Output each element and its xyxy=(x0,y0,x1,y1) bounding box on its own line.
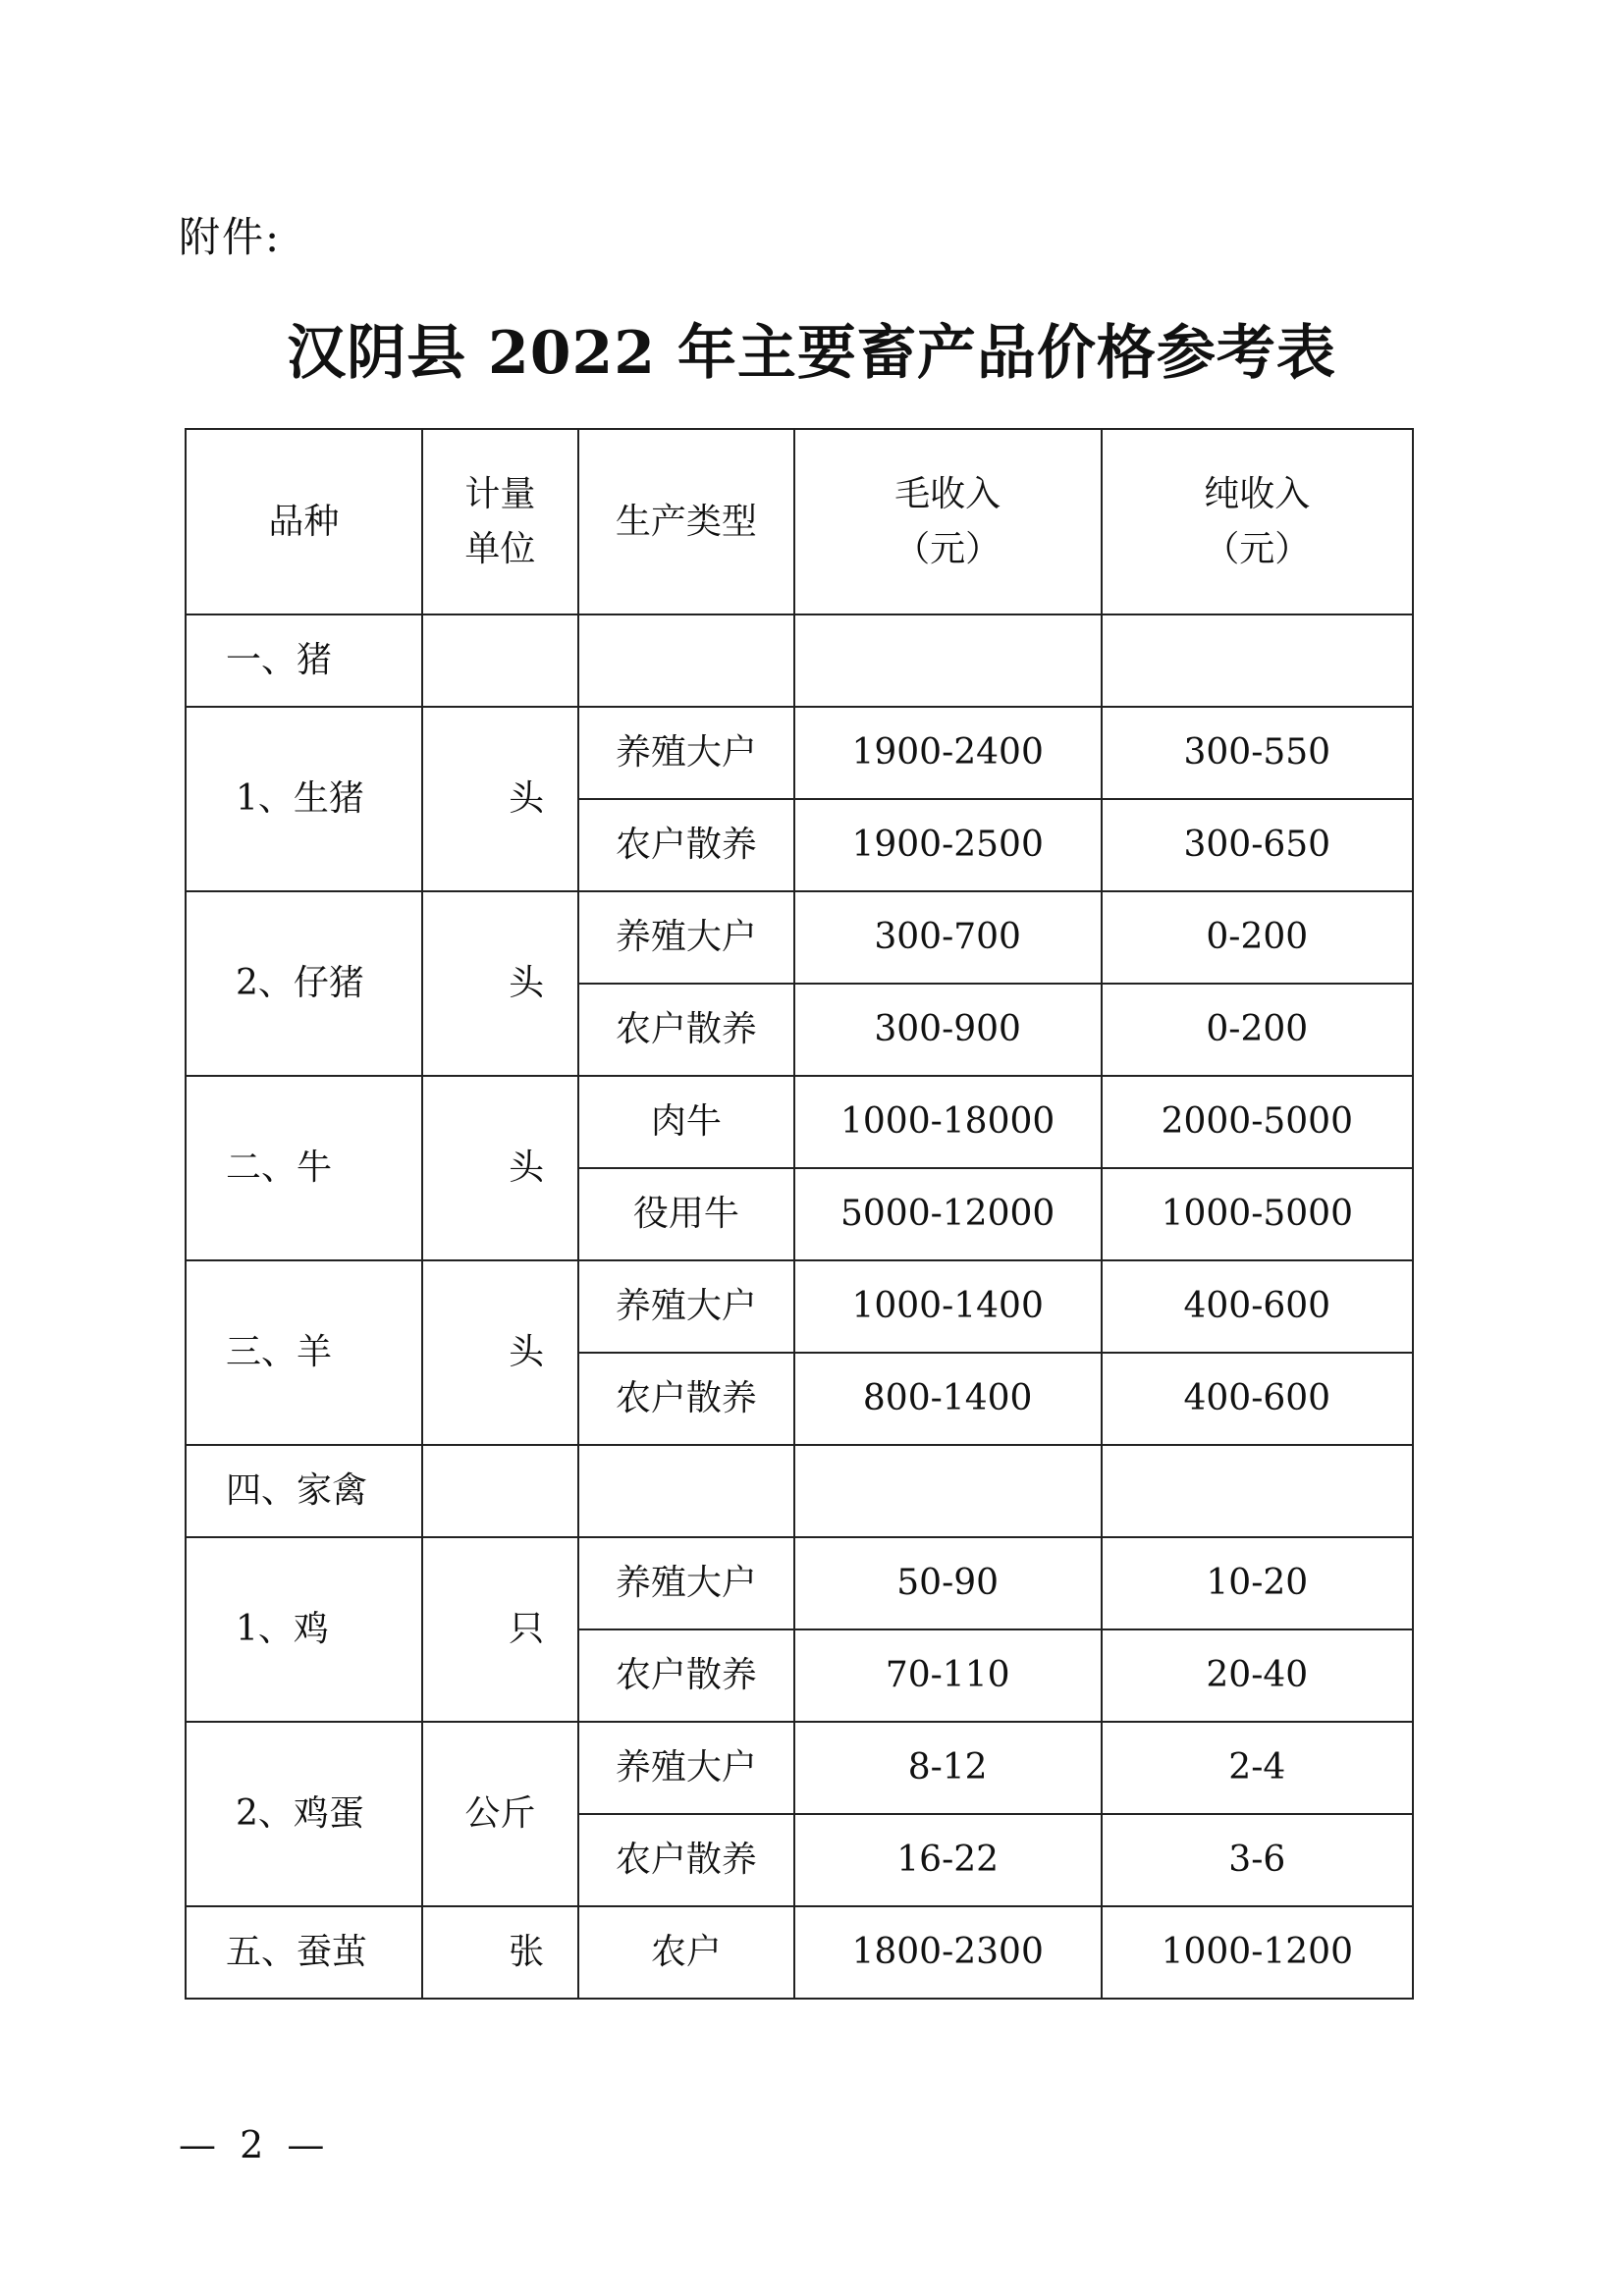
header-gross-income xyxy=(794,429,1102,614)
type-cell: 养殖大户 xyxy=(578,707,794,799)
header-unit xyxy=(422,429,578,614)
gross-cell: 1800-2300 xyxy=(794,1906,1102,1999)
gross-cell: 1000-1400 xyxy=(794,1260,1102,1353)
net-cell xyxy=(1102,614,1413,707)
gross-cell: 8-12 xyxy=(794,1722,1102,1814)
type-cell: 农户散养 xyxy=(578,1353,794,1445)
net-cell: 0-200 xyxy=(1102,984,1413,1076)
variety-cell: 二、牛 xyxy=(186,1076,422,1260)
unit-cell: 只 xyxy=(422,1537,578,1722)
table-row xyxy=(186,614,1413,707)
header-gross-line1: 毛收入 xyxy=(894,473,1001,514)
header-gross-line2: （元） xyxy=(894,528,1001,569)
gross-cell: 1000-18000 xyxy=(794,1076,1102,1168)
type-cell: 养殖大户 xyxy=(578,1537,794,1629)
variety-cell: 2、鸡蛋 xyxy=(186,1722,422,1906)
unit-cell: 公斤 xyxy=(422,1722,578,1906)
unit-cell: 头 xyxy=(422,707,578,891)
gross-cell: 5000-12000 xyxy=(794,1168,1102,1260)
gross-cell: 16-22 xyxy=(794,1814,1102,1906)
gross-cell: 300-900 xyxy=(794,984,1102,1076)
unit-cell: 头 xyxy=(422,1076,578,1260)
net-cell: 20-40 xyxy=(1102,1629,1413,1722)
gross-cell: 50-90 xyxy=(794,1537,1102,1629)
type-cell: 农户散养 xyxy=(578,984,794,1076)
net-cell: 3-6 xyxy=(1102,1814,1413,1906)
net-cell: 10-20 xyxy=(1102,1537,1413,1629)
table-row xyxy=(186,1076,1413,1168)
unit-cell: 头 xyxy=(422,891,578,1076)
variety-cell: 三、羊 xyxy=(186,1260,422,1445)
unit-cell xyxy=(422,614,578,707)
type-cell: 养殖大户 xyxy=(578,1722,794,1814)
table-row xyxy=(186,1722,1413,1814)
header-production-type: 生产类型 xyxy=(578,429,794,614)
type-cell: 养殖大户 xyxy=(578,891,794,984)
table-row xyxy=(186,1445,1413,1537)
table-row xyxy=(186,707,1413,799)
net-cell: 0-200 xyxy=(1102,891,1413,984)
type-cell: 养殖大户 xyxy=(578,1260,794,1353)
type-cell: 农户 xyxy=(578,1906,794,1999)
type-cell: 农户散养 xyxy=(578,1629,794,1722)
gross-cell: 70-110 xyxy=(794,1629,1102,1722)
gross-cell: 1900-2400 xyxy=(794,707,1102,799)
net-cell: 2000-5000 xyxy=(1102,1076,1413,1168)
document-title: 汉阴县 2022 年主要畜产品价格参考表 xyxy=(287,319,1336,388)
unit-cell: 头 xyxy=(422,1260,578,1445)
page-number: — 2 — xyxy=(179,2123,331,2166)
unit-cell: 张 xyxy=(422,1906,578,1999)
variety-cell: 1、生猪 xyxy=(186,707,422,891)
type-cell xyxy=(578,1445,794,1537)
net-cell: 400-600 xyxy=(1102,1260,1413,1353)
table-row xyxy=(186,1906,1413,1999)
net-cell: 300-650 xyxy=(1102,799,1413,891)
variety-cell: 1、鸡 xyxy=(186,1537,422,1722)
attachment-label: 附件: xyxy=(179,213,282,261)
table-row xyxy=(186,1537,1413,1629)
type-cell: 农户散养 xyxy=(578,799,794,891)
net-cell: 300-550 xyxy=(1102,707,1413,799)
type-cell: 役用牛 xyxy=(578,1168,794,1260)
table-row xyxy=(186,1260,1413,1353)
net-cell: 1000-1200 xyxy=(1102,1906,1413,1999)
type-cell: 农户散养 xyxy=(578,1814,794,1906)
unit-cell xyxy=(422,1445,578,1537)
gross-cell xyxy=(794,614,1102,707)
net-cell: 400-600 xyxy=(1102,1353,1413,1445)
header-net-line2: （元） xyxy=(1204,528,1311,569)
variety-cell: 四、家禽 xyxy=(186,1445,422,1537)
variety-cell: 2、仔猪 xyxy=(186,891,422,1076)
gross-cell: 300-700 xyxy=(794,891,1102,984)
gross-cell: 1900-2500 xyxy=(794,799,1102,891)
net-cell: 2-4 xyxy=(1102,1722,1413,1814)
type-cell xyxy=(578,614,794,707)
type-cell: 肉牛 xyxy=(578,1076,794,1168)
gross-cell xyxy=(794,1445,1102,1537)
variety-cell: 一、猪 xyxy=(186,614,422,707)
header-net-income xyxy=(1102,429,1413,614)
gross-cell: 800-1400 xyxy=(794,1353,1102,1445)
price-reference-table xyxy=(185,428,1414,2000)
header-net-line1: 纯收入 xyxy=(1204,473,1311,514)
variety-cell: 五、蚕茧 xyxy=(186,1906,422,1999)
net-cell xyxy=(1102,1445,1413,1537)
header-variety: 品种 xyxy=(186,429,422,614)
net-cell: 1000-5000 xyxy=(1102,1168,1413,1260)
table-header-row xyxy=(186,429,1413,614)
table-row xyxy=(186,891,1413,984)
header-unit-line1: 计量 xyxy=(464,473,536,514)
header-unit-line2: 单位 xyxy=(464,528,536,569)
